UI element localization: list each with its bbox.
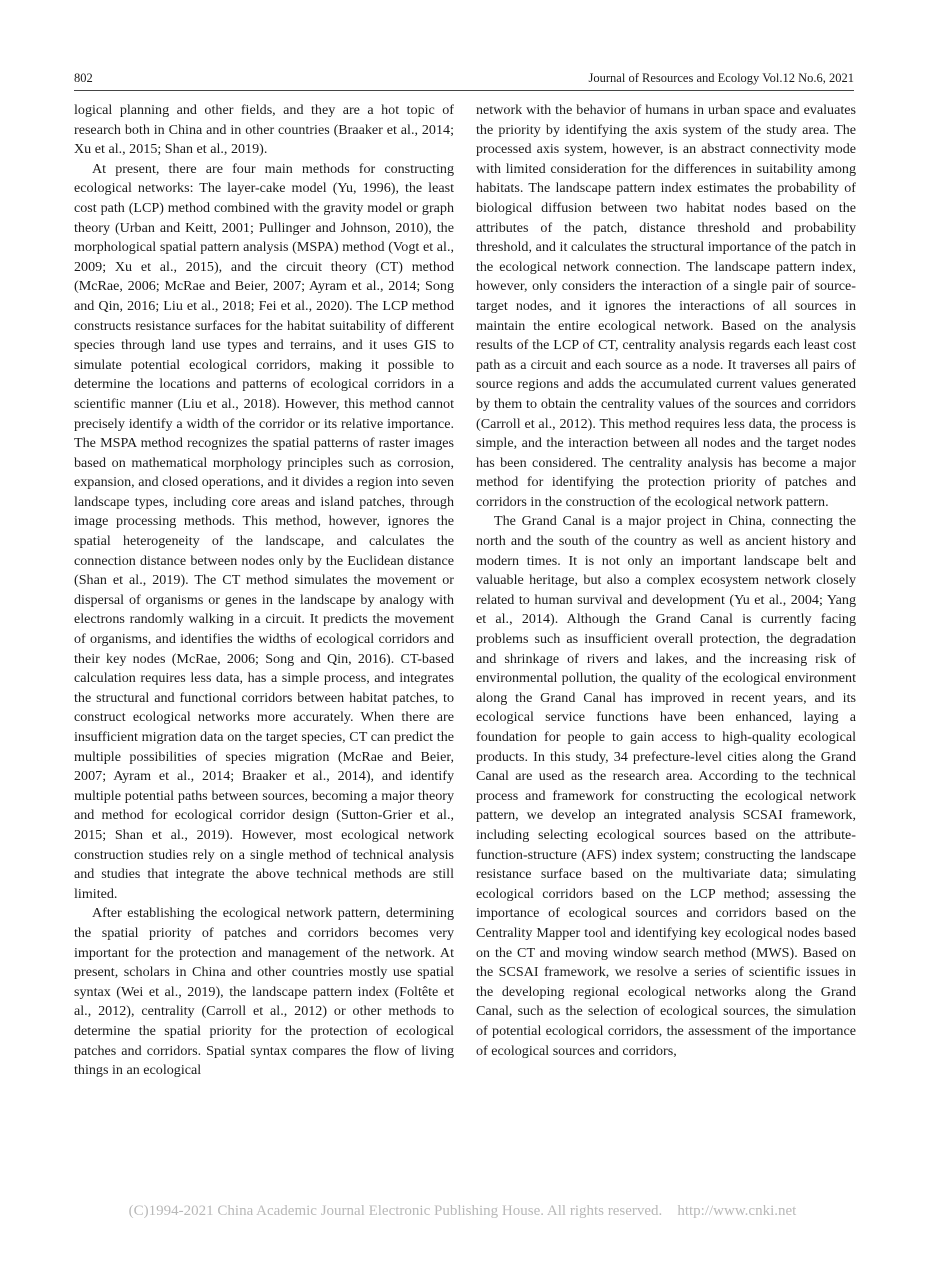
right-column: [476, 101, 856, 1061]
paragraph: logical planning and other fields, and they are a hot topic of research both in China and in other countries (Braaker et al., 2014; Xu et al., 2015; Shan et al., 2019).: [74, 102, 454, 158]
paragraph: After establishing the ecological network pattern, determining the spatial priority of patches and corridors becomes very important for the protection and management of the network. At present, scholars in China and other countries mostly use spatial syntax (Wei et al., 2019), the landscape pattern index (Foltête et al., 2012), centrality (Carroll et al., 2012) or other methods to determine the spatial priority for the protection of ecological patches and corridors. Spatial syntax compares the flow of living things in an ecological: [74, 905, 454, 1079]
paragraph: The Grand Canal is a major project in China, connecting the north and the south of the country as well as ancient history and modern times. It is not only an important landscape belt and valuable heritage, but also a complex ecosystem network closely related to human survival and development (Yu et al., 2004; Yang et al., 2014). Although the Grand Canal is currently facing problems such as insufficient overall protection, the degradation and shrinkage of rivers and lakes, and the increasing risk of environmental pollution, the quality of the ecological environment along the Grand Canal has improved in recent years, and its ecological service functions have been enhanced, laying a foundation for people to gain access to high-quality ecological products. In this study, 34 prefecture-level cities along the Grand Canal are used as the research area. According to the technical process and framework for constructing the ecological network pattern, we develop an integrated analysis SCSAI framework, including selecting ecological sources based on the attribute-function-structure (AFS) index system; constructing the landscape resistance surface based on the multivariate data; simulating ecological corridors based on the LCP method; assessing the importance of ecological sources and corridors based on the Centrality Mapper tool and identifying key ecological nodes based on the CT and moving window search method (MWS). Based on the SCSAI framework, we resolve a series of scientific issues in the developing regional ecological networks along the Grand Canal, such as the selection of ecological sources, the simulation of potential ecological corridors, the assessment of the importance of ecological sources and corridors,: [476, 513, 856, 1059]
paragraph: network with the behavior of humans in urban space and evaluates the priority by identifying the axis system of the study area. The processed axis system, however, is an abstract connectivity mode with limited consideration for the differences in suitability among habitats. The landscape pattern index estimates the probability of biological diffusion between two habitat nodes based on the attributes of the patch, distance threshold and probability threshold, and it calculates the structural importance of the patch in the ecological network connection. The landscape pattern index, however, only considers the interaction of a single pair of source-target nodes, and it ignores the interactions of all sources in maintain the entire ecological network. Based on the analysis results of the LCP of CT, centrality analysis regards each least cost path as a circuit and each source as a node. It traverses all pairs of source regions and adds the accumulated current values generated by them to obtain the centrality values of the sources and corridors (Carroll et al., 2012). This method requires less data, the process is simple, and the interaction between all nodes and the target nodes has been considered. The centrality analysis has become a major method for identifying the protection priority of patches and corridors in the construction of the ecological network pattern.: [476, 102, 856, 510]
paragraph: At present, there are four main methods for constructing ecological networks: The layer-cake model (Yu, 1996), the least cost path (LCP) method combined with the gravity model or graph theory (Urban and Keitt, 2001; Pullinger and Johnson, 2010), the morphological spatial pattern analysis (MSPA) method (Vogt et al., 2009; Xu et al., 2015), and the circuit theory (CT) method (McRae, 2006; McRae and Beier, 2007; Ayram et al., 2014; Song and Qin, 2016; Liu et al., 2018; Fei et al., 2020). The LCP method constructs resistance surfaces for the habitat suitability of different species through land use types and terrains, and it uses GIS to simulate potential ecological corridors, making it possible to determine the locations and patterns of ecological corridors in a scientific manner (Liu et al., 2018). However, this method cannot precisely identify a width of the corridor or its relative importance. The MSPA method recognizes the spatial patterns of raster images based on mathematical morphology principles such as corrosion, expansion, and closed operations, and it divides a region into seven landscape types, including core areas and island patches, through image processing methods. This method, however, ignores the spatial heterogeneity of the landscape, and calculates the connection distance between nodes only by the Euclidean distance (Shan et al., 2019). The CT method simulates the movement or dispersal of organisms or genes in the landscape by analogy with electrons randomly walking in a circuit. It predicts the movement of organisms, and identifies the widths of ecological corridors and their key nodes (McRae, 2006; Song and Qin, 2016). CT-based calculation requires less data, has a simple process, and integrates the structural and functional corridors between habitat patches, to construct ecological networks more accurately. When there are insufficient migration data on the target species, CT can predict the multiple possibilities of species migration (McRae and Beier, 2007; Ayram et al., 2014; Braaker et al., 2014), and identify multiple potential paths between sources, becoming a major theory and method for ecological corridor design (Sutton-Grier et al., 2015; Shan et al., 2019). However, most ecological network construction studies rely on a single method of technical analysis and studies that integrate the above technical methods are still limited.: [74, 160, 454, 902]
page-header: [74, 68, 854, 91]
copyright-notice: (C)1994-2021 China Academic Journal Electronic Publishing House. All rights reserved.: [128, 1203, 663, 1219]
page-number: 802: [74, 71, 93, 85]
journal-citation: Journal of Resources and Ecology Vol.12 No.6, 2021: [588, 71, 854, 85]
left-column: [74, 101, 454, 1081]
cnki-link[interactable]: http://www.cnki.net: [677, 1203, 797, 1219]
footer-watermark: [0, 1203, 925, 1220]
